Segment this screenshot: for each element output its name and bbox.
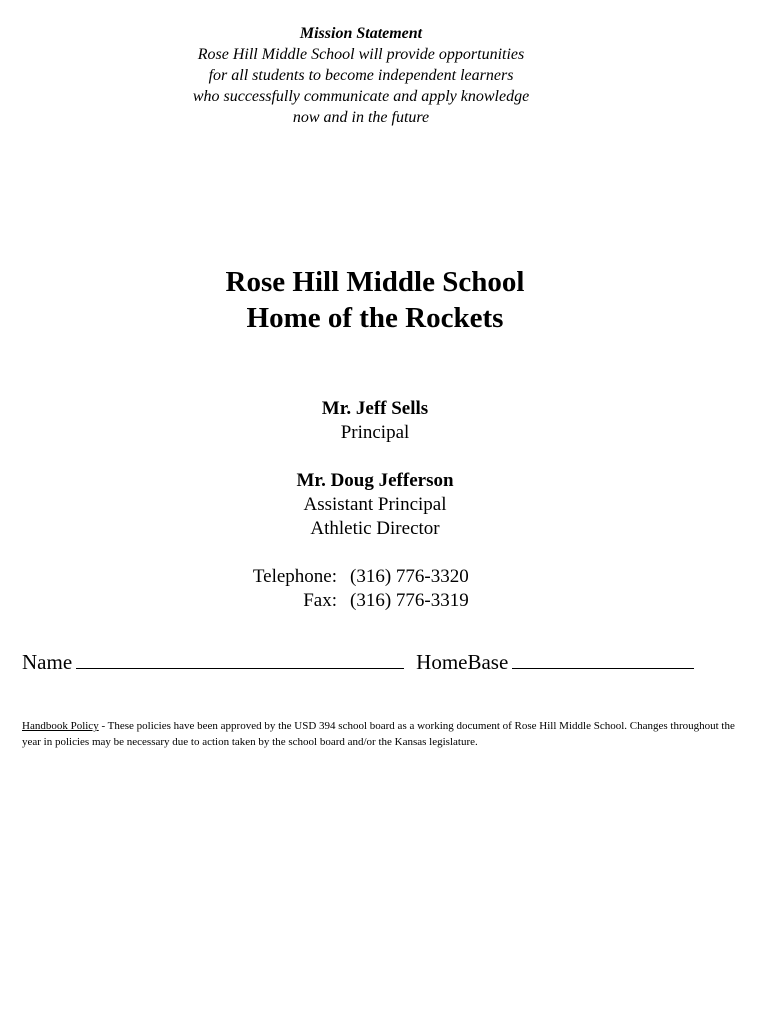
policy-text: - These policies have been approved by the USD 394 school board as a working document of Rose Hill Middle School. Changes throughout the year in policies may be necessary due to action taken by the school board and/or the Kansas legislature.: [22, 720, 735, 748]
handbook-policy: [22, 718, 742, 750]
name-blank-field[interactable]: [76, 650, 404, 669]
mission-statement: [0, 23, 722, 128]
mission-line: who successfully communicate and apply knowledge: [192, 88, 530, 105]
school-title-block: [0, 264, 750, 336]
principal-name: Mr. Jeff Sells: [321, 398, 429, 419]
mission-line: for all students to become independent learners: [208, 67, 514, 84]
school-name: Rose Hill Middle School: [225, 266, 525, 298]
assistant-principal-role: Assistant Principal: [303, 494, 447, 515]
fax-number: (316) 776-3319: [350, 590, 469, 611]
policy-heading: Handbook Policy: [22, 720, 99, 732]
telephone-number: (316) 776-3320: [350, 566, 469, 587]
mission-title: Mission Statement: [299, 25, 423, 42]
mission-line: Rose Hill Middle School will provide opportunities: [197, 46, 525, 63]
name-homebase-line: [22, 648, 694, 676]
mission-line: now and in the future: [292, 109, 430, 126]
telephone-label: Telephone:: [252, 566, 337, 587]
telephone-row: [240, 565, 469, 589]
assistant-principal-block: [0, 469, 750, 541]
fax-row: [240, 589, 469, 613]
contact-info: [240, 565, 469, 613]
school-motto: Home of the Rockets: [246, 302, 504, 334]
principal-role: Principal: [340, 422, 410, 443]
fax-label: Fax:: [303, 590, 337, 611]
homebase-blank-field[interactable]: [512, 650, 694, 669]
principal-block: [0, 397, 750, 445]
assistant-principal-name: Mr. Doug Jefferson: [296, 470, 454, 491]
name-label: Name: [22, 650, 73, 674]
homebase-label: HomeBase: [416, 650, 509, 674]
athletic-director-role: Athletic Director: [310, 518, 440, 539]
